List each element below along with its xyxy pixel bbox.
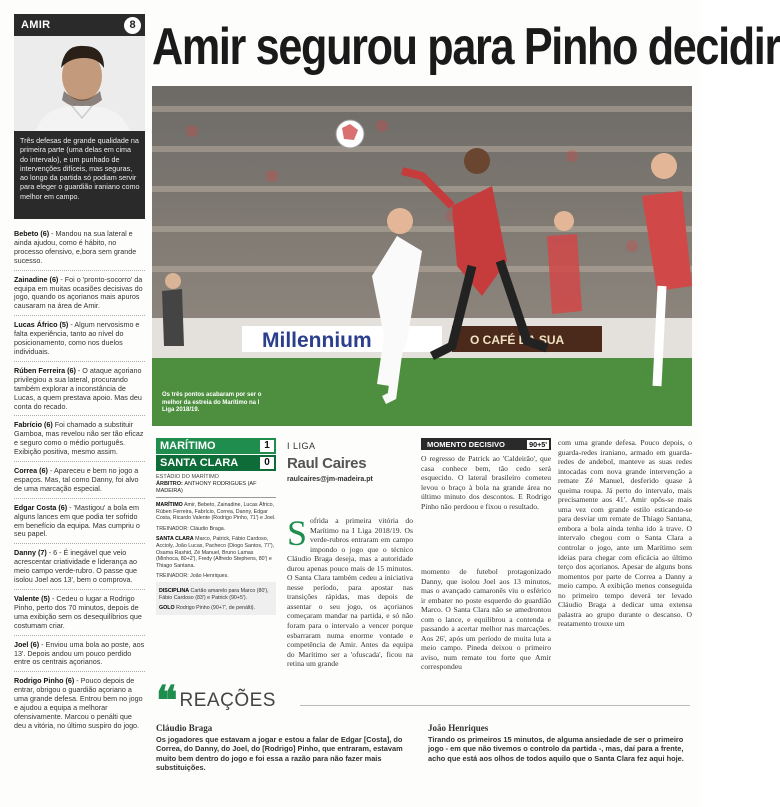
ad-board-text-2: O CAFÉ DA SUA (470, 333, 565, 347)
home-lineup: MARÍTIMO Amir, Bebeto, Zainadine, Lucas Áfrico, Rúben Ferreira, Fabrício, Correa, Danny, Edgar Costa, Ricardo Valente (Rodrigo Pinho, 71') e Joel. (156, 502, 276, 522)
article-column-3: com uma grande defesa. Pouco depois, o guarda-redes iraniano, armado em guarda-redes de andebol, manteve as suas redes intocadas com nova grande intervenção a remate Zé Manuel, desferido quase à queima roupa. Já perto do intervalo, mais precisamente aos 41'. Amir opôs-se mais uma vez com grande estilo esticando-se para desviar um remate de Thiago Santana, embora a bola ainda tenha ido à trave. O intervalo chegou com o Santa Clara a controlar o jogo, ante um Marítimo sem ideias para chegar com eficácia ao último terço dos açorianos. Apesar de alguns bons momentos por parte de Correa a Danny a meio campo. A exibição menos conseguida no primeiro tempo deverá ter levado Cláudio Braga a dedicar uma extensa palastra ao grupo durante o descanso. O reatamento trouxe um (558, 438, 692, 629)
scoreboard-home (156, 438, 276, 454)
referee: ÁRBITRO: ANTHONY RODRIGUES (AF MADEIRA) (156, 481, 276, 498)
away-team-score: 0 (260, 457, 274, 469)
rating-item: Lucas Áfrico (5) - Algum nervosismo e falta experiência, tanto ao nível do posicionamento, como nos duelos individuais. (14, 320, 140, 356)
featured-player-score: 8 (124, 17, 141, 34)
rating-item: Rodrigo Pinho (6) - Pouco depois de entrar, obrigou o guardião açoriano a uma grande defesa. Entrou bem no jogo e ajudou a equipa a melhorar ofensivamente. Marcou o penálti que deu a vitória, no último suspiro do jogo. (14, 676, 143, 730)
decisive-moment-time: 90+5' (526, 439, 550, 450)
reactions-divider (300, 705, 690, 706)
section-label: I LIGA (287, 441, 316, 451)
away-coach: TREINADOR: João Henriques. (156, 573, 229, 580)
rating-item: Rúben Ferreira (6) - O ataque açoriano privilegiou a sua lateral, procurando também explorar a inconstância de Lucas, a quem prestava apoio. Mas deu conta do recado. (14, 365, 142, 411)
rating-item: Valente (5) - Cedeu o lugar a Rodrigo Pinho, perto dos 70 minutos, depois de uma exibição sem os desequilíbrios que costumam criar. (14, 594, 142, 630)
decisive-moment-text: O regresso de Patrick ao 'Caldeirão', que casa conhece bem, tão cedo será esquecido. O lateral brasileiro cometeu levou o braço à bola na grande área no último minuto dos descontos. E Rodrigo Pinho não perdoou e fixou o resultado. (421, 454, 551, 511)
ball (336, 120, 364, 148)
match-photo (152, 86, 692, 426)
featured-player-header (14, 14, 145, 36)
reaction-text: Os jogadores que estavam a jogar e estou a falar de Edgar [Costa], do Correa, do Danny, do Joel, do [Rodrigo] Pinho, que entraram, estavam muito bem dentro do jogo e foi essa a razão para não fazer mais substituições. (156, 735, 403, 773)
featured-player-text: Três defesas de grande qualidade na primeira parte (uma delas em cima do intervalo), e um punhado de intervenções difíceis, mas seguras, ao longo da partida só podiam servir para eleger o guardião iraniano como melhor em campo. (20, 136, 140, 201)
home-coach: TREINADOR: Cláudio Braga. (156, 525, 226, 532)
rating-item: Bebeto (6) - Mandou na sua lateral e ainda ajudou, como é hábito, no processo ofensivo, e,bora sem grande sucesso. (14, 229, 137, 265)
featured-player-name: AMIR (21, 19, 51, 31)
featured-player-photo (14, 36, 145, 131)
match-sheet (156, 438, 276, 615)
reactions-header (156, 679, 276, 723)
decisive-moment-header (421, 438, 551, 450)
rating-item: Correa (6) - Apareceu e bem no jogo a espaços. Mas, tal como Danny, foi alvo de uma marcação especial. (14, 466, 139, 493)
scoreboard-away (156, 455, 276, 471)
away-lineup: SANTA CLARA Marco, Patrick, Fábio Cardoso, Accioly, João Lucas, Pacheco (Diogo Santos, 77'), Osama Rashid, Zé Manuel, Bruno Lamas (Minhoca, 80+2'), Fredy (Alfredo Stephens, 80') e Thiago Santana. (156, 536, 275, 569)
author-name: Raul Caires (287, 455, 367, 472)
ratings-list (14, 219, 145, 731)
stadium: ESTÁDIO DO MARÍTIMO (156, 474, 219, 480)
reaction-text: Tirando os primeiros 15 minutos, de alguma ansiedade de ser o primeiro jogo - em que não tivemos o controlo da partida -, mas, daí para a frente, acho que está aos olhos de todos aquilo que o Santa Clara fez aqui hoje. (428, 735, 684, 763)
rating-item: Fabrício (6) Foi chamado a substituir Gamboa, mas revelou não ser tão eficaz e seguro como o médio português. Exibição positiva, mesmo assim. (14, 420, 144, 457)
player-ratings-column (14, 14, 145, 797)
goals: GOLO Rodrigo Pinho (90+7', de penálti). (159, 605, 255, 612)
reaction-item (428, 723, 690, 763)
rating-item: Danny (7) - 6 - É inegável que veio acrescentar criatividade e liderança ao meio campo verde-rubro. O passe que isolou Joel aos 13', bem o comprova. (14, 548, 138, 585)
discipline: DISCIPLINA Cartão amarelo para Marco (80'), Fábio Cardoso (83') e Patrick (90+5'). (159, 587, 269, 601)
decisive-moment-label: MOMENTO DECISIVO (427, 439, 505, 449)
headline: Amir segurou para Pinho decidir (152, 18, 780, 76)
rating-item: Edgar Costa (6) - 'Mastigou' a bola em alguns lances em que podia ter sofrido em benefício da equipa. Mas cumpriu o seu papel. (14, 502, 140, 539)
rating-item: Zainadine (6) - Foi o 'pronto-socorro' da equipa em muitas ocasiões decisivas do jogo, quando os açorianos mais apuros causaram na área de Amir. (14, 274, 143, 311)
featured-player-box (14, 14, 145, 219)
drop-cap: S (287, 513, 308, 553)
discipline-and-goals (156, 582, 276, 615)
reaction-item (156, 723, 416, 773)
rating-item: Joel (6) - Enviou uma bola ao poste, aos 13'. Depois andou um pouco perdido entre os centrais açorianos. (14, 639, 145, 667)
reaction-name: Cláudio Braga (156, 723, 213, 733)
quote-icon: ❝ (156, 679, 172, 723)
article-column-2: momento de futebol protagonizado Danny, que isolou Joel aos 13 minutos, mas o avançado camaronês viu o esférico ir embater no poste esquerdo do guardião Marco. O Santa Clara não se amedrontou com o lance, e equilibrou a contenda e passando a acertar melhor nas marcações. Aos 26', após um período de muita luta a meio campo. Pineda deixou o primeiro aviso, num remate tou forte que Amir correspondeu (421, 567, 551, 672)
article-column-1: Sofrida a primeira vitória do Marítimo na I Liga 2018/19. Os verde-rubros entraram em campo impondo o jogo que o técnico Cláudio Braga deseja, mas a autoridade durou apenas pouco mais de 15 minutos. O Santa Clara também cedeu a iniciativa nesse período, para apostar nas transições rápidas, mas depois de assentar o seu jogo, os açorianos começaram mandar na partida, e só não foram para o intervalo a vencer porque esbarraram numa enorme vontade e competência de Amir. Antes da equipa do Marítimo ser a 'ofuscada', ficou na retina um grande (287, 513, 413, 669)
author-email[interactable]: raulcaires@jm-madeira.pt (287, 476, 373, 483)
home-team-score: 1 (260, 440, 274, 452)
away-team-name: SANTA CLARA (160, 457, 239, 469)
photo-caption: Os três pontos acabaram por ser o melhor da estreia do Marítimo na I Liga 2018/19. (162, 392, 262, 414)
home-team-name: MARÍTIMO (160, 440, 216, 452)
ad-board-text: Millennium (262, 329, 372, 352)
reaction-name: João Henriques (428, 723, 489, 733)
decisive-moment-box (421, 438, 551, 511)
reactions-title: REAÇÕES (179, 690, 276, 711)
